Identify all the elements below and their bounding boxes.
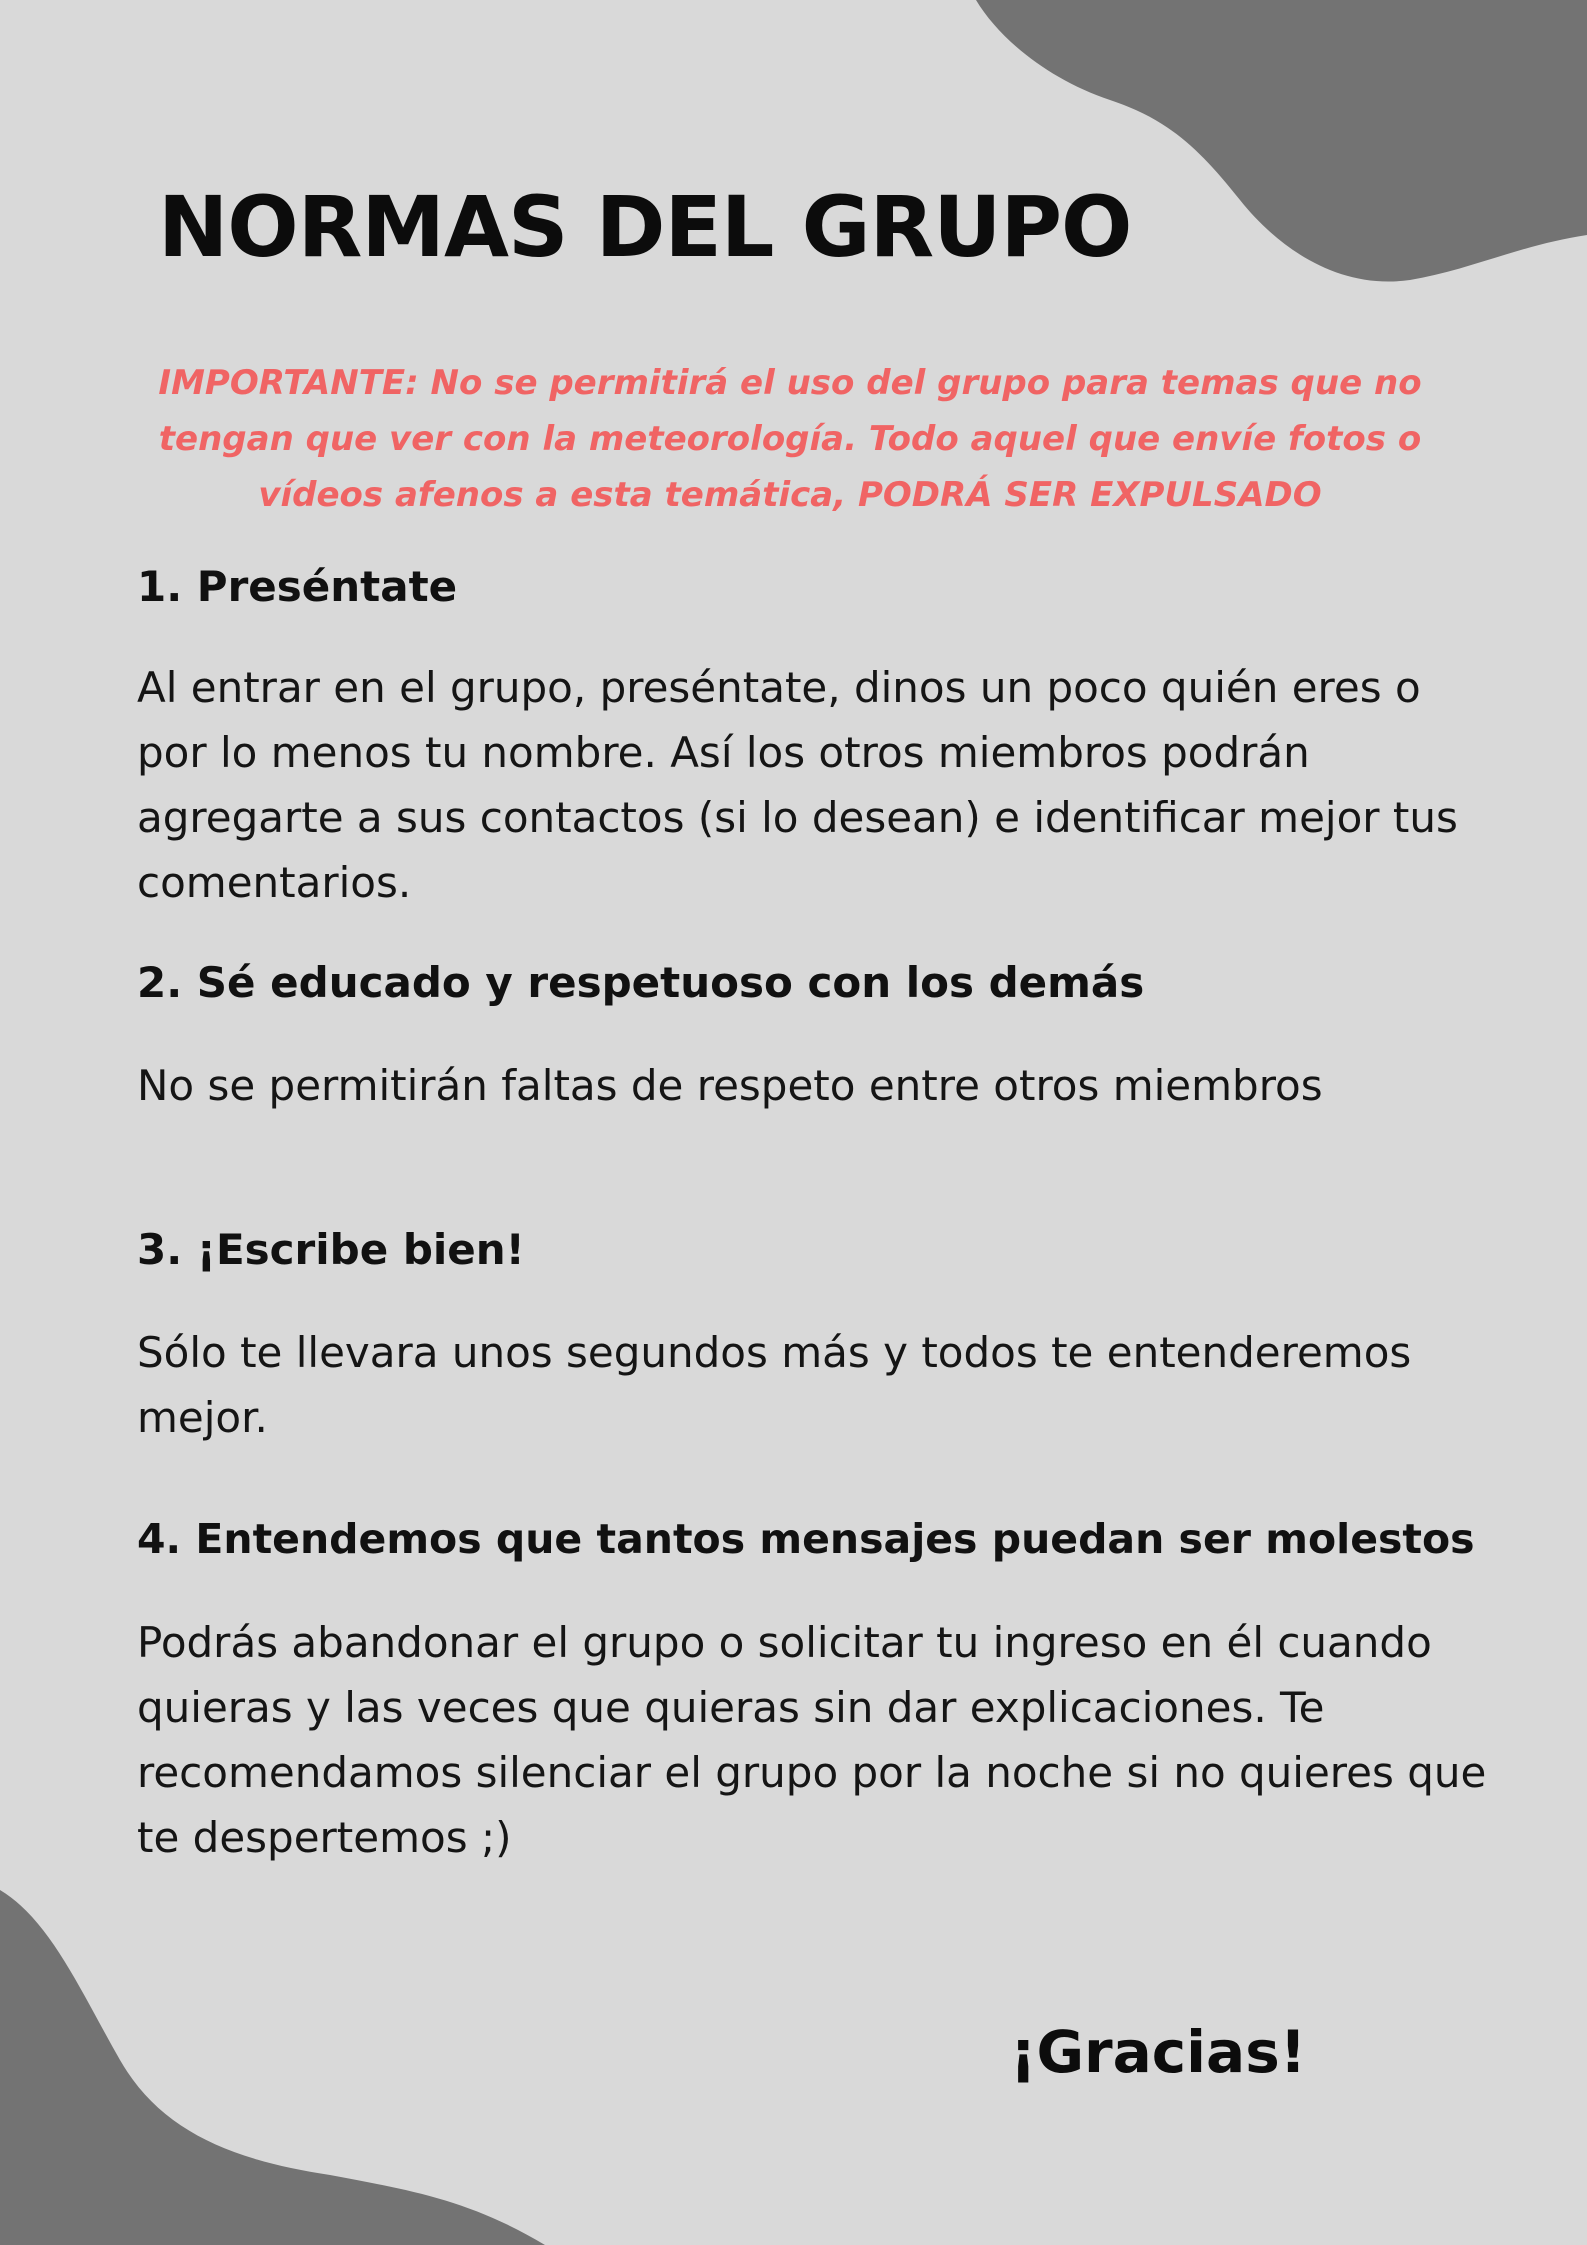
page-title: NORMAS DEL GRUPO — [158, 178, 1132, 276]
rule-heading: 1. Preséntate — [137, 562, 458, 611]
rule-body: Sólo te llevara unos segundos más y todos te entenderemos mejor. — [137, 1328, 1412, 1442]
important-notice: IMPORTANTE: No se permitirá el uso del grupo para temas que no tengan que ver con la meteorología. Todo aquel que envíe fotos o vídeos afenos a esta temática, PODRÁ SER EXPULSADO — [158, 363, 1422, 515]
rule-body: Al entrar en el grupo, preséntate, dinos un poco quién eres o por lo menos tu nombre. Así los otros miembros podrán agregarte a sus contactos (si lo desean) e identificar mejor tus comentarios. — [137, 663, 1458, 907]
closing-thanks: ¡Gracias! — [1010, 2018, 1307, 2086]
rule-heading: 2. Sé educado y respetuoso con los demás — [137, 958, 1145, 1007]
decorative-blob-bottom — [0, 1880, 560, 2245]
rule-heading: 4. Entendemos que tantos mensajes puedan ser molestos — [137, 1515, 1475, 1563]
rule-body: Podrás abandonar el grupo o solicitar tu ingreso en él cuando quieras y las veces que quieras sin dar explicaciones. Te recomendamos silenciar el grupo por la noche si no quieres que te despertemos ;) — [137, 1618, 1487, 1862]
rule-body: No se permitirán faltas de respeto entre otros miembros — [137, 1061, 1323, 1110]
rule-heading: 3. ¡Escribe bien! — [137, 1225, 525, 1274]
